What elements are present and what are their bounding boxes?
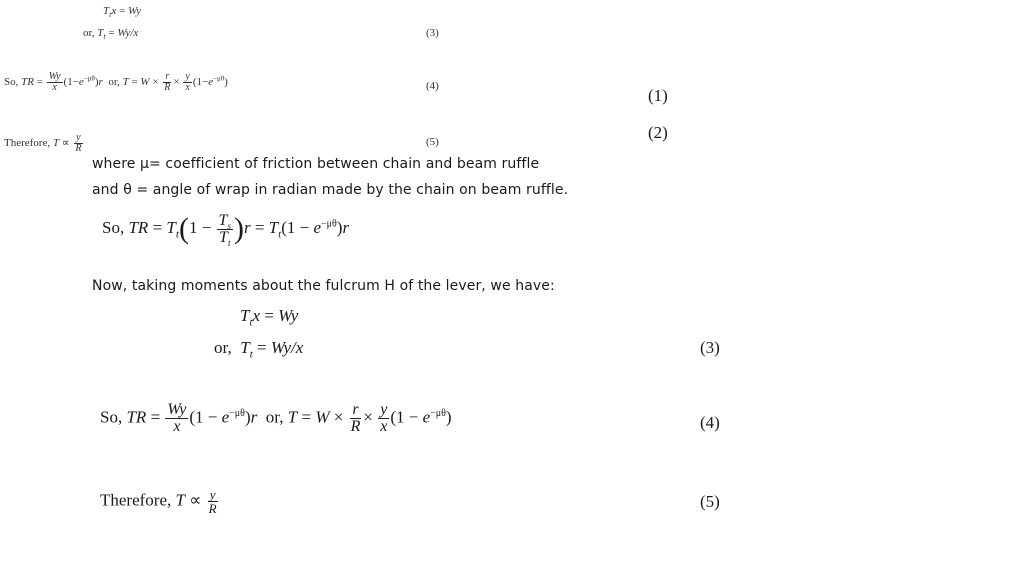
- eq4-or: or,: [265, 407, 284, 427]
- eq-5: Therefore, T ∝ $\frac{y}{R}$: [100, 487, 217, 516]
- tag-5: (5): [700, 492, 720, 511]
- small-tag-3: (3): [426, 27, 439, 39]
- small-eq5-lead: Therefore,: [4, 137, 51, 150]
- small-tag-5: (5): [426, 136, 439, 148]
- tag-4: (4): [700, 413, 720, 432]
- eq-or-lead: or,: [214, 338, 232, 357]
- eq-4: So, TR = $\frac{Wy}{x}$ $(1 - e^{-\mu\theta})r$ or, T = W × $\frac{r}{R}$ × $\frac{y}{x}$ $(1 - e^{-\mu\theta})$: [100, 401, 452, 435]
- eq4-lead: So,: [100, 407, 123, 427]
- small-eq-4: So, TR = $\frac{Wy}{x}$ $(1-e^{-\mu\theta})r$ or, T = W × $\frac{r}{R}$ × $\frac{y}{x}$ $(1-e^{-\mu\theta})$: [4, 71, 228, 93]
- small-eq-moment: $T_tx = Wy$: [103, 5, 142, 20]
- eq-so-lead: So,: [102, 217, 125, 237]
- small-eq4-lead: So,: [4, 76, 19, 89]
- small-tag-4: (4): [426, 80, 439, 92]
- eq5-lead: Therefore,: [100, 490, 172, 510]
- text-mu-definition: where μ= coefficient of friction between chain and beam ruffle: [92, 156, 540, 172]
- tag-1: (1): [648, 86, 668, 105]
- eq-tension: or, $T_t = Wy/x$: [214, 338, 304, 361]
- text-theta-definition: and θ = angle of wrap in radian made by the chain on beam ruffle.: [92, 182, 569, 198]
- small-eq-5: Therefore, T ∝ $\frac{y}{R}$: [4, 132, 82, 154]
- small-eq-or: or, $T_t = Wy/x$: [83, 27, 139, 42]
- tag-3: (3): [700, 338, 720, 357]
- text-moments: Now, taking moments about the fulcrum H of the lever, we have:: [92, 278, 555, 294]
- eq-friction-torque: So, TR = $T_t(1$ − $\frac{T_s}{T_t}$ )$r = T_t(1 - e^{-\mu\theta})r$: [102, 211, 350, 248]
- tag-2: (2): [648, 123, 668, 142]
- eq-moment: $T_tx = Wy$: [240, 306, 299, 329]
